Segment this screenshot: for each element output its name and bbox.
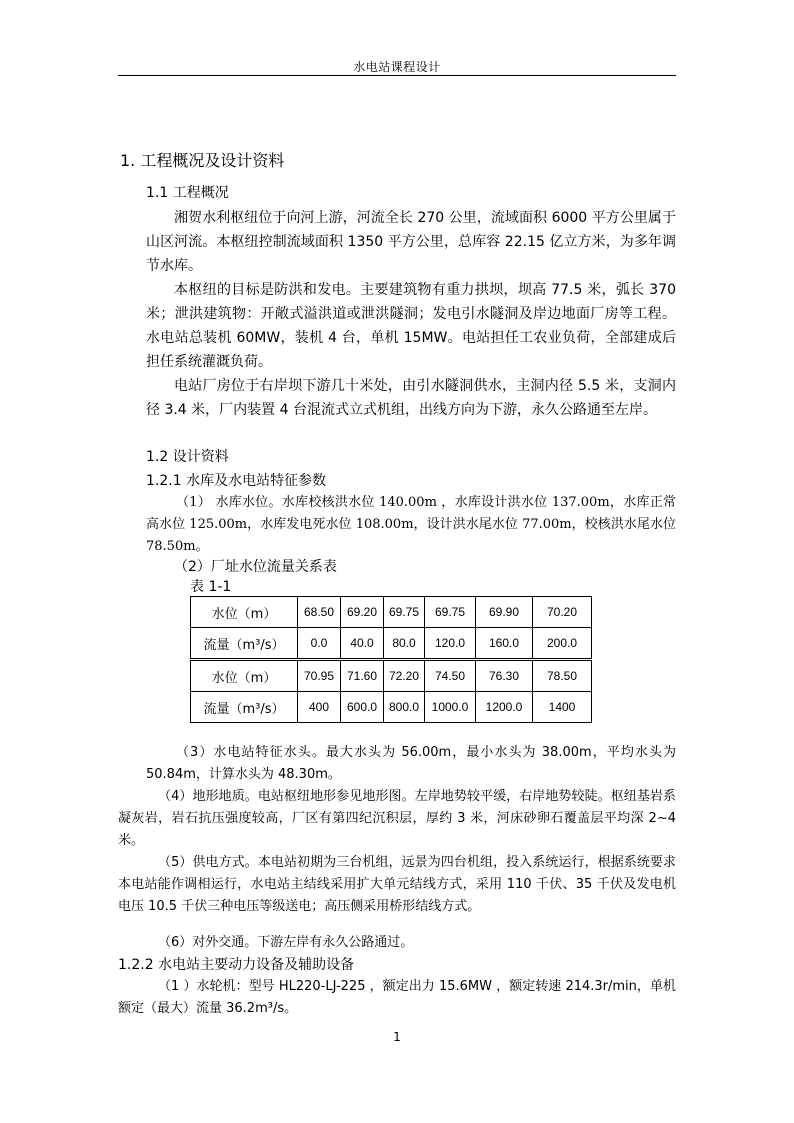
table-cell: 600.0 (341, 692, 384, 723)
header-divider (118, 75, 676, 76)
table-row (191, 628, 592, 660)
paragraph: （1 ）水轮机：型号 HL220-LJ-225 ，额定出力 15.6MW ，额定转速 214.3r/min，单机额定（最大）流量 36.2m³/s。 (118, 979, 676, 1016)
table-cell: 70.20 (533, 597, 592, 628)
table-cell: 68.50 (298, 597, 341, 628)
table-cell: 69.20 (341, 597, 384, 628)
table-cell: 69.90 (476, 597, 533, 628)
subsection-heading: 1.2 设计资料 (146, 449, 229, 465)
table-row-label: 水位（m） (191, 660, 298, 692)
section-heading: 1. 工程概况及设计资料 (120, 151, 285, 170)
table-row-label: 水位（m） (191, 597, 298, 628)
table-row-label: 流量（m³/s） (191, 628, 298, 660)
table-cell: 1200.0 (476, 692, 533, 723)
paragraph: 电站厂房位于右岸坝下游几十米处，由引水隧洞供水，主洞内径 5.5 米，支洞内径 3.4 米，厂内装置 4 台混流式立式机组，出线方向为下游，永久公路通至左岸。 (146, 378, 676, 418)
paragraph: 本枢纽的目标是防洪和发电。主要建筑物有重力拱坝，坝高 77.5 米，弧长 370 米；泄洪建筑物：开敞式溢洪道或泄洪隧洞；发电引水隧洞及岸边地面厂房等工程。水电站总装机 60MW，装机 4 台，单机 15MW。电站担任工农业负荷，全部建成后担任系统灌溉负荷。 (146, 282, 676, 370)
table-cell: 78.50 (533, 660, 592, 692)
table-cell: 72.20 (384, 660, 425, 692)
subsubsection-heading: 1.2.2 水电站主要动力设备及辅助设备 (118, 957, 355, 973)
table-cell: 1000.0 (425, 692, 476, 723)
table-cell: 0.0 (298, 628, 341, 660)
table-row (191, 660, 592, 692)
table-cell: 70.95 (298, 660, 341, 692)
table-row (191, 692, 592, 723)
subsection-heading: 1.1 工程概况 (146, 185, 229, 201)
running-header: 水电站课程设计 (353, 60, 441, 74)
paragraph: （6）对外交通。下游左岸有永久公路通过。 (158, 935, 414, 950)
table-cell: 1400 (533, 692, 592, 723)
subsubsection-heading: 1.2.1 水库及水电站特征参数 (146, 473, 327, 489)
table-cell: 80.0 (384, 628, 425, 660)
stage-discharge-table (190, 596, 592, 723)
table-row-label: 流量（m³/s） (191, 692, 298, 723)
table-cell: 69.75 (425, 597, 476, 628)
paragraph: （1） 水库水位。水库校核洪水位 140.00m ，水库设计洪水位 137.00m，水库正常高水位 125.00m，水库发电死水位 108.00m，设计洪水尾水位 77.00m，校核洪水尾水位 78.50m。 (146, 495, 676, 554)
table-cell: 200.0 (533, 628, 592, 660)
table-cell: 69.75 (384, 597, 425, 628)
paragraph: 湘贺水利枢纽位于向河上游，河流全长 270 公里，流域面积 6000 平方公里属于山区河流。本枢纽控制流域面积 1350 平方公里，总库容 22.15 亿立方米，为多年调节水库。 (146, 210, 676, 274)
paragraph: （4）地形地质。电站枢纽地形参见地形图。左岸地势较平缓，右岸地势较陡。枢纽基岩系凝灰岩，岩石抗压强度较高，厂区有第四纪沉积层，厚约 3 米，河床砂卵石覆盖层平均深 2~4 米。 (118, 789, 676, 848)
table-cell: 40.0 (341, 628, 384, 660)
table-cell: 71.60 (341, 660, 384, 692)
table-cell: 160.0 (476, 628, 533, 660)
table-caption: 表 1-1 (190, 579, 232, 595)
page-number: 1 (393, 1030, 401, 1044)
paragraph: （3）水电站特征水头。最大水头为 56.00m，最小水头为 38.00m，平均水头为 50.84m，计算水头为 48.30m。 (146, 745, 676, 782)
table-cell: 400 (298, 692, 341, 723)
table-cell: 120.0 (425, 628, 476, 660)
list-item: （2）厂址水位流量关系表 (174, 559, 337, 575)
table-cell: 800.0 (384, 692, 425, 723)
paragraph: （5）供电方式。本电站初期为三台机组，远景为四台机组，投入系统运行，根据系统要求本电站能作调相运行，水电站主结线采用扩大单元结线方式，采用 110 千伏、35 千伏及发电机电压 10.5 千伏三种电压等级送电；高压侧采用桥形结线方式。 (118, 855, 676, 914)
table-cell: 74.50 (425, 660, 476, 692)
table-row (191, 597, 592, 628)
table-cell: 76.30 (476, 660, 533, 692)
